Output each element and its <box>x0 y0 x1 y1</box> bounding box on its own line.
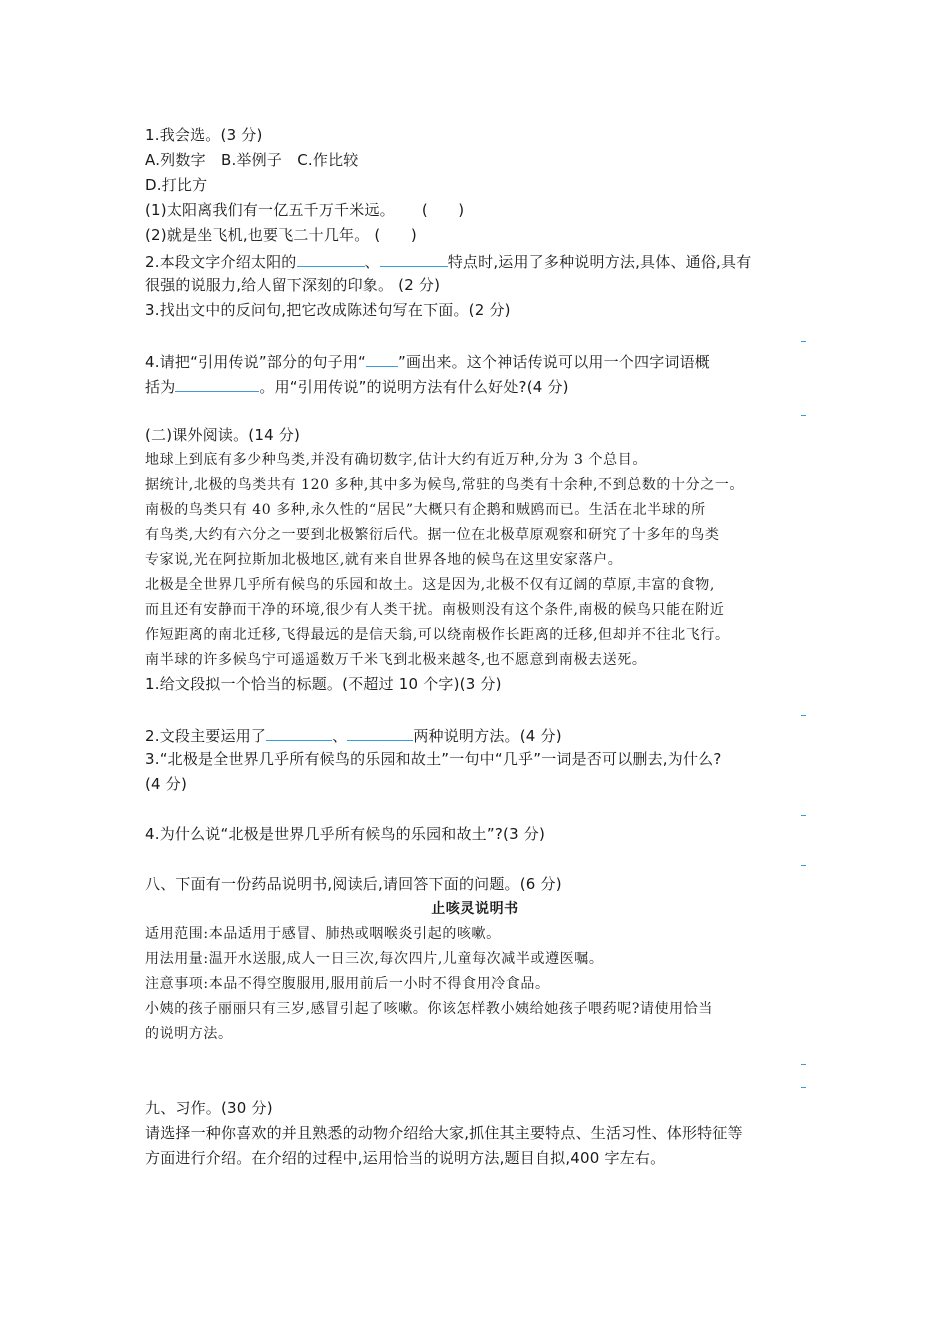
passage-line: 有鸟类,大约有六分之一要到北极繁衍后代。据一位在北极草原观察和研究了十多年的鸟类 <box>145 527 720 543</box>
reading-q2-pre: 2.文段主要运用了 <box>145 727 267 745</box>
q1-sub1-answer-blank[interactable]: ( ) <box>421 201 465 219</box>
reading-q2-blank-1[interactable] <box>266 724 332 741</box>
leaflet-title: 止咳灵说明书 <box>431 901 519 917</box>
passage-line: 据统计,北极的鸟类共有 120 多种,其中多为候鸟,常驻的鸟类有十余种,不到总数的十分之一。 <box>145 477 745 493</box>
q2-pre: 2.本段文字介绍太阳的 <box>145 253 297 271</box>
answer-line-marker <box>801 415 806 416</box>
q1-sub1-text: (1)太阳离我们有一亿五千万千米远。 <box>145 201 395 219</box>
q2-blank-2[interactable] <box>380 250 448 267</box>
q2-sep: 、 <box>364 253 380 271</box>
answer-line-marker <box>801 1064 806 1065</box>
answer-line-marker <box>801 341 806 342</box>
q2-post: 特点时,运用了多种说明方法,具体、通俗,具有 <box>447 253 752 271</box>
q2-blank-1[interactable] <box>297 250 365 267</box>
reading-q2-blank-2[interactable] <box>347 724 413 741</box>
q4-line1 <box>145 350 710 372</box>
q1-title: 1.我会选。(3 分) <box>145 126 263 144</box>
leaflet-line: 注意事项:本品不得空腹服用,服用前后一小时不得食用冷食品。 <box>145 976 550 992</box>
passage-line: 而且还有安静而干净的环境,很少有人类干扰。南极则没有这个条件,南极的候鸟只能在附近 <box>145 602 725 618</box>
q1-sub2-text: (2)就是坐飞机,也要飞二十几年。 <box>145 226 370 244</box>
answer-line-marker <box>801 865 806 866</box>
q4-line2-post: 。用“引用传说”的说明方法有什么好处?(4 分) <box>259 378 569 396</box>
q1-sub2 <box>145 225 417 245</box>
q4-idiom-blank[interactable] <box>175 375 259 392</box>
q1-sub1 <box>145 200 464 220</box>
reading-q2-post: 两种说明方法。(4 分) <box>413 727 562 745</box>
q4-underline-sample <box>366 350 398 367</box>
passage-line: 专家说,光在阿拉斯加北极地区,就有来自世界各地的候鸟在这里安家落户。 <box>145 552 623 568</box>
q1-sub2-answer-blank[interactable]: ( ) <box>374 226 417 244</box>
passage-line: 地球上到底有多少种鸟类,并没有确切数字,估计大约有近万种,分为 3 个总目。 <box>145 452 647 468</box>
answer-line-marker <box>801 1087 806 1088</box>
reading-q2 <box>145 724 562 746</box>
q4-line2 <box>145 375 569 397</box>
composition-heading: 九、习作。(30 分) <box>145 1099 273 1117</box>
passage-line: 作短距离的南北迁移,飞得最远的是信天翁,可以绕南极作长距离的迁移,但却并不往北飞行。 <box>145 627 730 643</box>
composition-line: 方面进行介绍。在介绍的过程中,运用恰当的说明方法,题目自拟,400 字左右。 <box>145 1149 666 1167</box>
passage-line: 南半球的许多候鸟宁可遥遥数万千米飞到北极来越冬,也不愿意到南极去送死。 <box>145 652 647 668</box>
q4-pre: 4.请把“引用传说”部分的句子用“ <box>145 353 367 371</box>
q2-line2: 很强的说服力,给人留下深刻的印象。 (2 分) <box>145 276 441 294</box>
answer-line-marker <box>801 815 806 816</box>
q2-line1 <box>145 250 751 272</box>
reading-q3-line2: (4 分) <box>145 775 188 793</box>
leaflet-heading: 八、下面有一份药品说明书,阅读后,请回答下面的问题。(6 分) <box>145 875 562 893</box>
reading-heading: (二)课外阅读。(14 分) <box>145 426 301 444</box>
reading-q4: 4.为什么说“北极是世界几乎所有候鸟的乐园和故土”?(3 分) <box>145 825 546 843</box>
composition-line: 请选择一种你喜欢的并且熟悉的动物介绍给大家,抓住其主要特点、生活习性、体形特征等 <box>145 1124 743 1142</box>
reading-q3-line1: 3.“北极是全世界几乎所有候鸟的乐园和故土”一句中“几乎”一词是否可以删去,为什么? <box>145 750 722 768</box>
leaflet-question-line: 小姨的孩子丽丽只有三岁,感冒引起了咳嗽。你该怎样教小姨给她孩子喂药呢?请使用恰当 <box>145 1001 713 1017</box>
q1-option-d: D.打比方 <box>145 176 208 194</box>
leaflet-line: 用法用量:温开水送服,成人一日三次,每次四片,儿童每次减半或遵医嘱。 <box>145 951 604 967</box>
passage-line: 南极的鸟类只有 40 多种,永久性的“居民”大概只有企鹅和贼鸥而已。生活在北半球的所 <box>145 502 706 518</box>
q4-mid: ”画出来。这个神话传说可以用一个四字词语概 <box>398 353 711 371</box>
reading-q1: 1.给文段拟一个恰当的标题。(不超过 10 个字)(3 分) <box>145 675 502 693</box>
reading-q2-sep: 、 <box>332 727 348 745</box>
leaflet-question-line: 的说明方法。 <box>145 1026 233 1042</box>
answer-line-marker <box>801 715 806 716</box>
leaflet-line: 适用范围:本品适用于感冒、肺热或咽喉炎引起的咳嗽。 <box>145 926 501 942</box>
q3: 3.找出文中的反问句,把它改成陈述句写在下面。(2 分) <box>145 301 511 319</box>
q1-options-abc: A.列数字 B.举例子 C.作比较 <box>145 151 359 169</box>
q4-line2-pre: 括为 <box>145 378 176 396</box>
passage-line: 北极是全世界几乎所有候鸟的乐园和故土。这是因为,北极不仅有辽阔的草原,丰富的食物, <box>145 577 715 593</box>
